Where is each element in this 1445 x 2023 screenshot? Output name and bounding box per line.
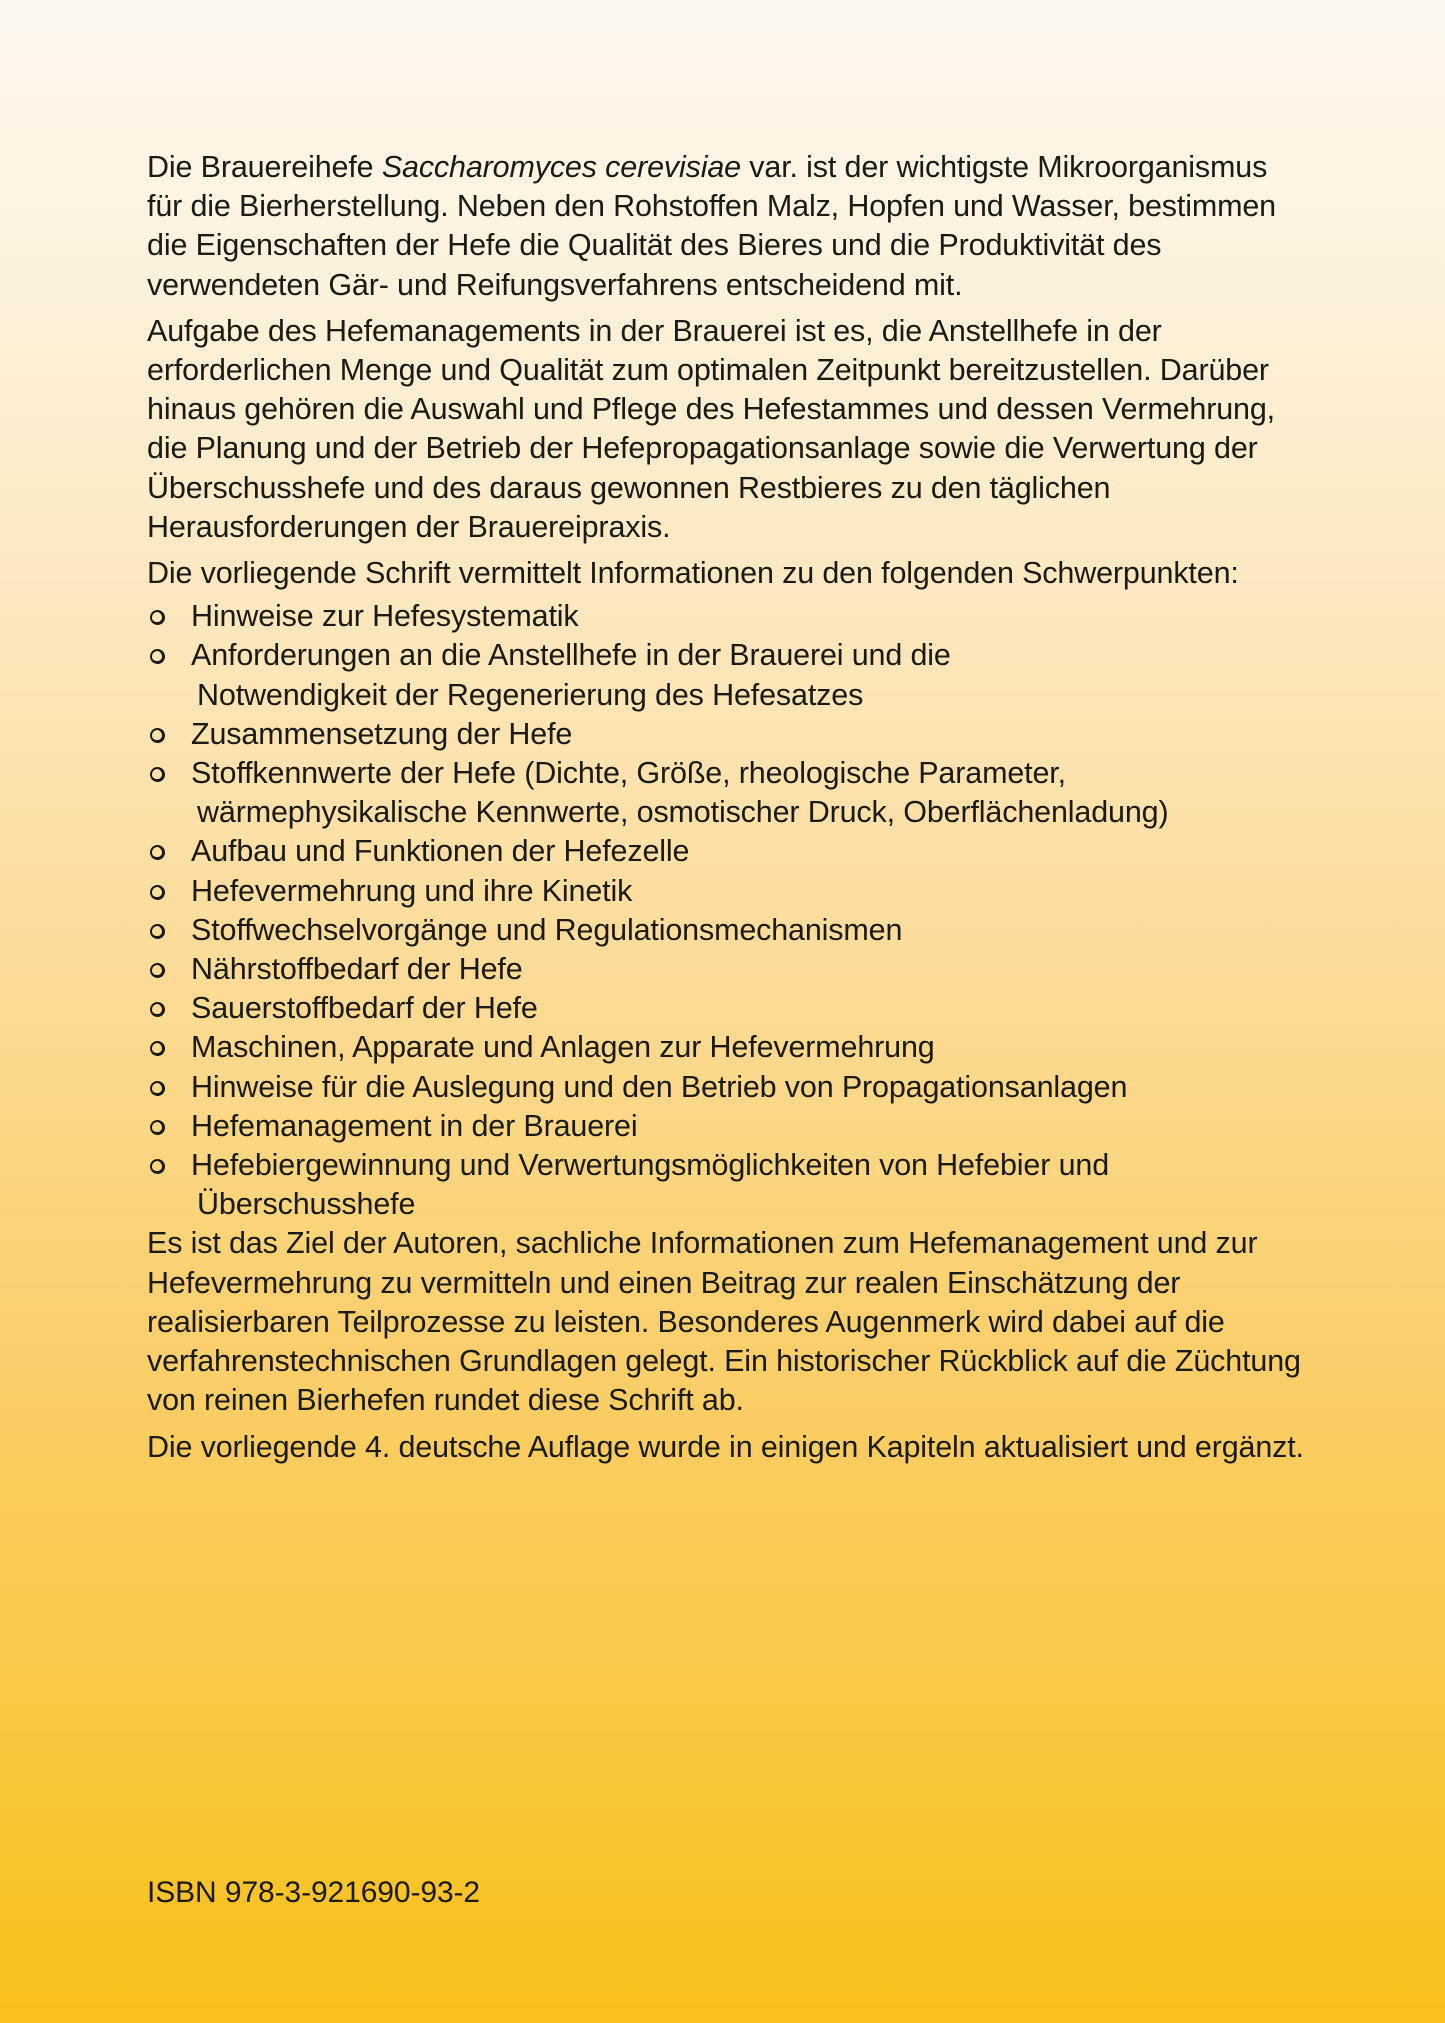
cover-text-block xyxy=(147,148,1309,1467)
list-item-label xyxy=(191,597,1309,636)
list-item-label xyxy=(191,1068,1309,1107)
isbn-text: ISBN 978-3-921690-93-2 xyxy=(147,1876,481,1909)
list-item-label xyxy=(191,754,1309,832)
open-circle-bullet-icon xyxy=(149,922,167,940)
closing-paragraph: Es ist das Ziel der Autoren, sachliche Informationen zum Hefemanagement und zur Hefevermehrung zu vermitteln und einen Beitrag zur realen Einschätzung der realisierbaren Teilprozesse zu leisten. Besonderes Augenmerk wird dabei auf die verfahrenstechnischen Grundlagen gelegt. Ein historischer Rückblick auf die Züchtung von reinen Bierhefen rundet diese Schrift ab. xyxy=(147,1226,1301,1418)
list-item-line-1: Aufbau und Funktionen der Hefezelle xyxy=(191,834,690,869)
open-circle-bullet-icon xyxy=(149,1001,167,1019)
list-item-label xyxy=(191,989,1309,1028)
open-circle-bullet-icon xyxy=(149,962,167,980)
list-item-line-1: Hinweise zur Hefesystematik xyxy=(191,599,579,634)
intro-paragraph-part-1: Die Brauereihefe xyxy=(147,150,382,184)
list-item xyxy=(147,911,1309,950)
list-item-line-2: Notwendigkeit der Regenerierung des Hefesatzes xyxy=(197,677,864,712)
list-item xyxy=(147,1028,1309,1067)
list-item xyxy=(147,1068,1309,1107)
list-item xyxy=(147,1146,1309,1224)
list-item-label xyxy=(191,1146,1309,1224)
list-item-label xyxy=(191,832,1309,871)
list-item-label xyxy=(191,715,1309,754)
task-paragraph: Aufgabe des Hefemanagements in der Brauerei ist es, die Anstellhefe in der erforderlichen Menge und Qualität zum optimalen Zeitpunkt bereitzustellen. Darüber hinaus gehören die Auswahl und Pflege des Hefestammes und dessen Vermehrung, die Planung und der Betrieb der Hefepropagationsanlage sowie die Verwertung der Überschusshefe und des daraus gewonnen Restbieres zu den täglichen Herausforderungen der Brauereipraxis. xyxy=(147,313,1276,544)
intro-paragraph xyxy=(147,148,1309,305)
list-item-line-1: Nährstoffbedarf der Hefe xyxy=(191,952,523,987)
list-item xyxy=(147,636,1309,714)
list-item-line-1: Sauerstoffbedarf der Hefe xyxy=(191,991,538,1026)
open-circle-bullet-icon xyxy=(149,844,167,862)
list-item-label xyxy=(191,872,1309,911)
list-item-line-1: Zusammensetzung der Hefe xyxy=(191,716,573,751)
list-item-line-2: wärmephysikalische Kennwerte, osmotischer Druck, Oberflächenladung) xyxy=(197,795,1169,830)
list-item xyxy=(147,754,1309,832)
list-item xyxy=(147,989,1309,1028)
open-circle-bullet-icon xyxy=(149,1158,167,1176)
list-item xyxy=(147,832,1309,871)
list-item-line-1: Anforderungen an die Anstellhefe in der Brauerei und die xyxy=(191,638,951,673)
list-item xyxy=(147,715,1309,754)
open-circle-bullet-icon xyxy=(149,1040,167,1058)
list-item-label xyxy=(191,950,1309,989)
list-item-label xyxy=(191,636,1309,714)
list-item-line-1: Maschinen, Apparate und Anlagen zur Hefevermehrung xyxy=(191,1030,935,1065)
list-item-line-1: Stoffwechselvorgänge und Regulationsmechanismen xyxy=(191,912,903,947)
list-item-label xyxy=(191,1107,1309,1146)
open-circle-bullet-icon xyxy=(149,883,167,901)
list-item xyxy=(147,597,1309,636)
open-circle-bullet-icon xyxy=(149,1118,167,1136)
open-circle-bullet-icon xyxy=(149,726,167,744)
list-item xyxy=(147,1107,1309,1146)
list-item xyxy=(147,950,1309,989)
list-item-line-1: Hefemanagement in der Brauerei xyxy=(191,1108,638,1143)
list-item xyxy=(147,872,1309,911)
list-item-line-1: Hinweise für die Auslegung und den Betrieb von Propagationsanlagen xyxy=(191,1069,1128,1104)
intro-paragraph-part-2: var. ist der wichtigste Mikroorganismus für die Bierherstellung. Neben den Rohstoffen Malz, Hopfen und Wasser, bestimmen die Eigenschaften der Hefe die Qualität des Bieres und die Produktivität des verwendeten Gär- und Reifungsverfahrens entscheidend mit. xyxy=(147,150,1276,302)
open-circle-bullet-icon xyxy=(149,609,167,627)
list-item-label xyxy=(191,1028,1309,1067)
open-circle-bullet-icon xyxy=(149,648,167,666)
list-item-line-1: Stoffkennwerte der Hefe (Dichte, Größe, rheologische Parameter, xyxy=(191,756,1066,791)
edition-note-paragraph: Die vorliegende 4. deutsche Auflage wurde in einigen Kapiteln aktualisiert und ergänzt. xyxy=(147,1429,1304,1464)
open-circle-bullet-icon xyxy=(149,1079,167,1097)
species-name-italic: Saccharomyces cerevisiae xyxy=(381,150,741,184)
open-circle-bullet-icon xyxy=(149,766,167,784)
topics-list xyxy=(147,597,1309,1224)
list-item-line-1: Hefebiergewinnung und Verwertungsmöglichkeiten von Hefebier und xyxy=(191,1148,1110,1183)
list-item-label xyxy=(191,911,1309,950)
topics-lead-in: Die vorliegende Schrift vermittelt Informationen zu den folgenden Schwerpunkten: xyxy=(147,556,1239,591)
list-item-line-2: Überschusshefe xyxy=(197,1187,416,1222)
list-item-line-1: Hefevermehrung und ihre Kinetik xyxy=(191,873,633,908)
